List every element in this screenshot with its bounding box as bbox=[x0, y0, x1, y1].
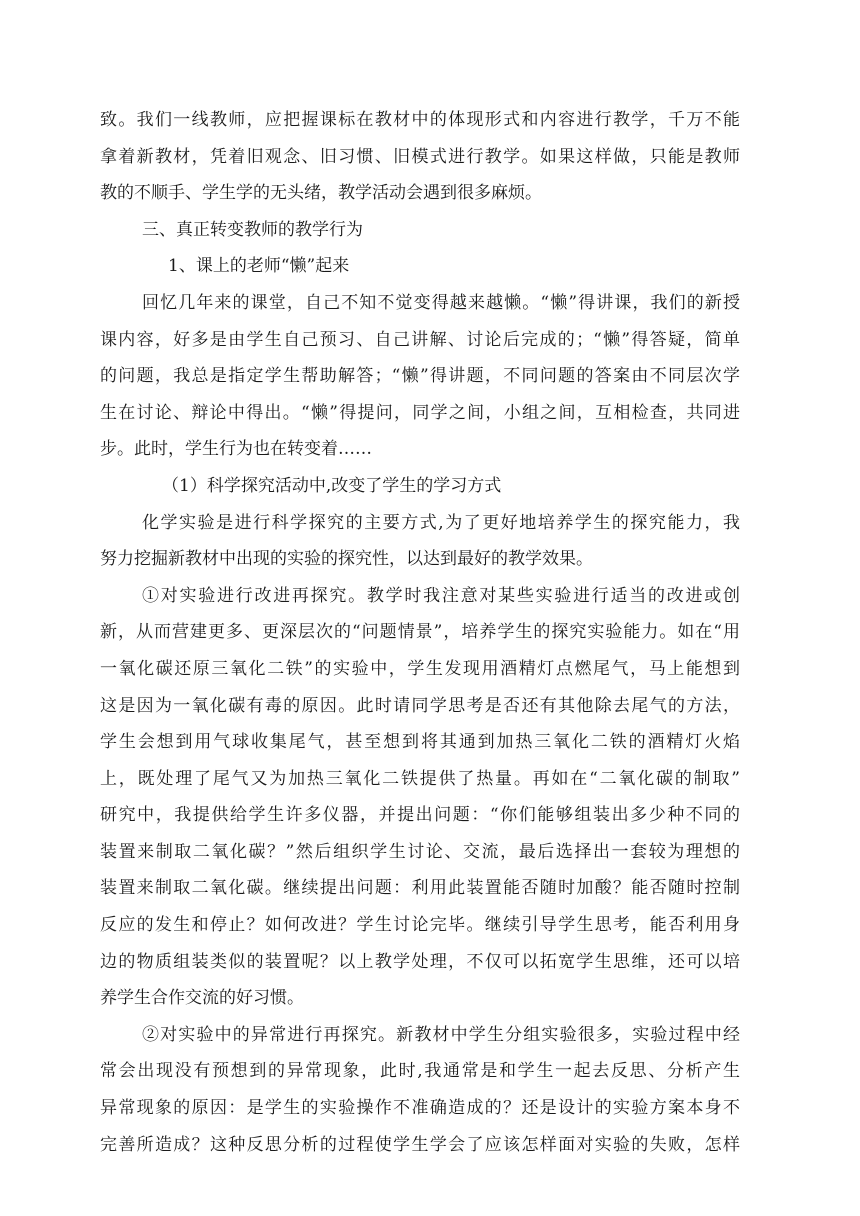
text-line: 这是因为一氧化碳有毒的原因。此时请同学思考是否还有其他除去尾气的方法， bbox=[100, 695, 740, 716]
text-line: 拿着新教材，凭着旧观念、旧习惯、旧模式进行教学。如果这样做，只能是教师 bbox=[100, 146, 740, 167]
text-line: 养学生合作交流的好习惯。 bbox=[100, 988, 304, 1009]
text-line: 课内容，好多是由学生自己预习、自己讲解、讨论后完成的；“懒”得答疑，简单 bbox=[100, 329, 740, 350]
text-line: 生在讨论、辩论中得出。“懒”得提问，同学之间，小组之间，互相检查，共同进 bbox=[100, 402, 740, 423]
text-line: 装置来制取二氧化碳。继续提出问题：利用此装置能否随时加酸？能否随时控制 bbox=[100, 878, 740, 899]
text-line: 完善所造成？这种反思分析的过程使学生学会了应该怎样面对实验的失败，怎样 bbox=[100, 1134, 740, 1155]
text-line: 教的不顺手、学生学的无头绪，教学活动会遇到很多麻烦。 bbox=[100, 183, 542, 204]
text-line: 一氧化碳还原三氧化二铁”的实验中，学生发现用酒精灯点燃尾气，马上能想到 bbox=[100, 658, 740, 679]
paragraph-first-line: ①对实验进行改进再探究。教学时我注意对某些实验进行适当的改进或创 bbox=[142, 585, 740, 606]
text-line: 常会出现没有预想到的异常现象，此时,我通常是和学生一起去反思、分析产生 bbox=[100, 1061, 740, 1082]
text-line: 研究中，我提供给学生许多仪器，并提出问题：“你们能够组装出多少种不同的 bbox=[100, 805, 740, 826]
text-line: 步。此时，学生行为也在转变着…… bbox=[100, 439, 372, 460]
text-line: 上，既处理了尾气又为加热三氧化二铁提供了热量。再如在“二氧化碳的制取” bbox=[100, 768, 740, 789]
text-line: 异常现象的原因：是学生的实验操作不准确造成的？还是设计的实验方案本身不 bbox=[100, 1098, 740, 1119]
text-line: 的问题，我总是指定学生帮助解答；“懒”得讲题，不同问题的答案由不同层次学 bbox=[100, 366, 740, 387]
text-line: 致。我们一线教师，应把握课标在教材中的体现形式和内容进行教学，千万不能 bbox=[100, 110, 740, 130]
paragraph-first-line: 回忆几年来的课堂，自己不知不觉变得越来越懒。“懒”得讲课，我们的新授 bbox=[142, 292, 740, 313]
text-line: 新，从而营建更多、更深层次的“问题情景”，培养学生的探究实验能力。如在“用 bbox=[100, 622, 740, 643]
item-heading: （1）科学探究活动中,改变了学生的学习方式 bbox=[162, 475, 502, 496]
paragraph-first-line: 化学实验是进行科学探究的主要方式,为了更好地培养学生的探究能力，我 bbox=[142, 512, 740, 533]
document-body bbox=[100, 102, 740, 1163]
text-line: 学生会想到用气球收集尾气，甚至想到将其通到加热三氧化二铁的酒精灯火焰 bbox=[100, 732, 740, 753]
text-line: 努力挖掘新教材中出现的实验的探究性，以达到最好的教学效果。 bbox=[100, 549, 593, 570]
section-heading: 三、真正转变教师的教学行为 bbox=[142, 219, 363, 240]
subsection-heading: 1、课上的老师“懒”起来 bbox=[168, 256, 350, 277]
text-line: 边的物质组装类似的装置呢？以上教学处理，不仅可以拓宽学生思维，还可以培 bbox=[100, 951, 740, 972]
paragraph-first-line: ②对实验中的异常进行再探究。新教材中学生分组实验很多，实验过程中经 bbox=[142, 1024, 740, 1045]
text-line: 装置来制取二氧化碳？”然后组织学生讨论、交流，最后选择出一套较为理想的 bbox=[100, 841, 740, 862]
text-line: 反应的发生和停止？如何改进？学生讨论完毕。继续引导学生思考，能否利用身 bbox=[100, 915, 740, 936]
